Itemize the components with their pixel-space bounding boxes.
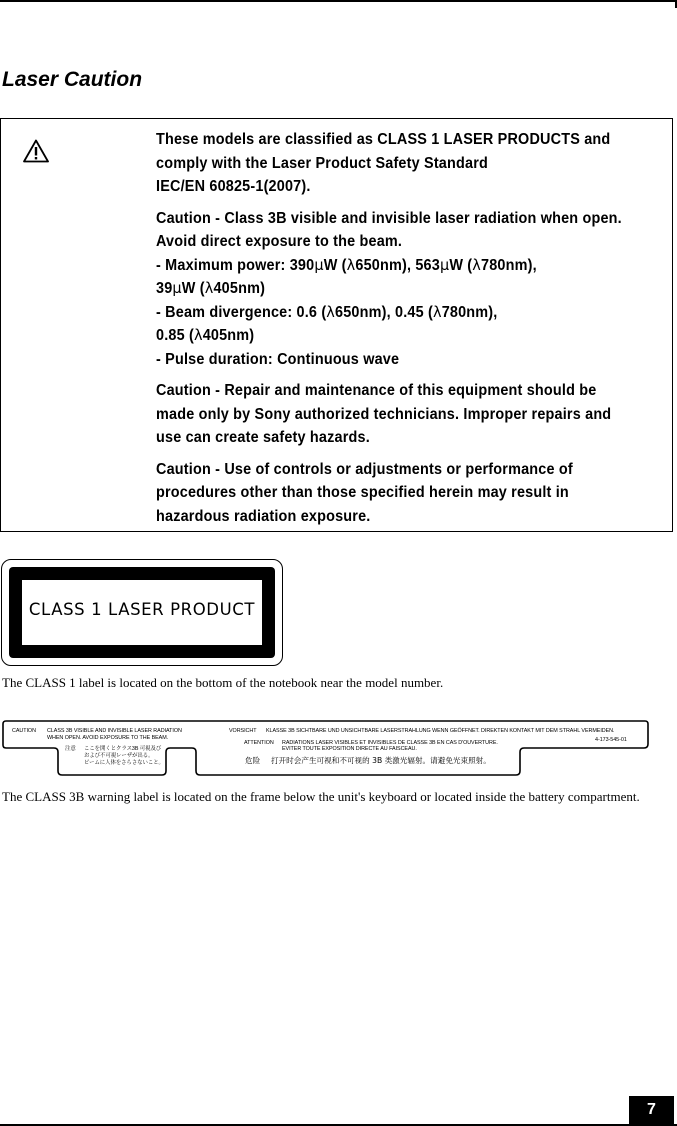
class1-statement bbox=[156, 128, 635, 199]
class1-label-frame bbox=[9, 567, 275, 658]
class3b-intro: Caution - Class 3B visible and invisible laser radiation when open. Avoid direct exposure to the beam. bbox=[156, 209, 622, 250]
class3b-label bbox=[2, 720, 649, 776]
max-power-line-2: 39µW (λ405nm) bbox=[156, 279, 266, 297]
page-number: 7 bbox=[629, 1096, 674, 1124]
class1-caption: The CLASS 1 label is located on the bottom of the notebook near the model number. bbox=[2, 675, 444, 690]
jp-line-3: ビームに人体をさらさないこと。 bbox=[84, 760, 164, 766]
repair-statement: Caution - Repair and maintenance of this equipment should be made only by Sony authorized technicians. Improper repairs and use can create safety hazards. bbox=[156, 382, 612, 446]
caution-text-1: CLASS 3B VISIBLE AND INVISIBLE LASER RADIATION bbox=[47, 728, 182, 734]
attention-head: ATTENTION bbox=[244, 740, 274, 746]
caution-head: CAUTION bbox=[12, 728, 36, 734]
jp-head: 注意 bbox=[65, 746, 76, 752]
top-rule bbox=[0, 0, 677, 2]
max-power-line: - Maximum power: 390µW (λ650nm), 563µW (λ780nm), bbox=[156, 255, 537, 274]
cn-text: 打开时会产生可视和不可视的 3B 类激光辐射。请避免光束照射。 bbox=[271, 756, 491, 765]
class1-label-text: CLASS 1 LASER PRODUCT bbox=[28, 600, 256, 619]
pulse-line: - Pulse duration: Continuous wave bbox=[156, 350, 400, 368]
standard-text: IEC/EN 60825-1(2007). bbox=[156, 178, 311, 195]
warning-triangle-icon bbox=[23, 139, 49, 163]
jp-line-2: および不可視レーザが出る。 bbox=[84, 753, 154, 759]
caution-text bbox=[156, 128, 635, 536]
class3b-statement bbox=[156, 207, 635, 372]
jp-line-1: ここを開くとクラス3B 可視及び bbox=[84, 746, 162, 752]
class1-label bbox=[1, 559, 283, 666]
class1-label-face bbox=[22, 580, 262, 645]
part-number: 4-173-545-01 bbox=[595, 737, 627, 743]
vorsicht-head: VORSICHT bbox=[229, 728, 257, 734]
page-title: Laser Caution bbox=[2, 68, 143, 91]
controls-statement: Caution - Use of controls or adjustments or performance of procedures other than those specified herein may result in hazardous radiation exposure. bbox=[156, 460, 573, 525]
attention-line-2: EVITER TOUTE EXPOSITION DIRECTE AU FAISCEAU. bbox=[282, 746, 417, 752]
divergence-line-2: 0.85 (λ405nm) bbox=[156, 326, 255, 344]
divergence-line: - Beam divergence: 0.6 (λ650nm), 0.45 (λ780nm), bbox=[156, 302, 498, 321]
cn-head: 危险 bbox=[245, 756, 261, 765]
attention-line-1: RADIATIONS LASER VISIBLES ET INVISIBLES DE CLASSE 3B EN CAS D'OUVERTURE. bbox=[282, 740, 498, 746]
class1-statement-text: These models are classified as CLASS 1 LASER PRODUCTS and comply with the Laser Product Safety Standard bbox=[156, 131, 611, 172]
vorsicht-text: KLASSE 3B SICHTBARE UND UNSICHTBARE LASERSTRAHLUNG WENN GEÖFFNET. DIREKTEN KONTAKT MIT DEM STRAHL VERMEIDEN. bbox=[266, 728, 615, 734]
caution-text-2: WHEN OPEN. AVOID EXPOSURE TO THE BEAM. bbox=[47, 735, 169, 741]
caution-box bbox=[0, 118, 673, 532]
class3b-caption: The CLASS 3B warning label is located on the frame below the unit's keyboard or located inside the battery compartment. bbox=[2, 789, 640, 804]
